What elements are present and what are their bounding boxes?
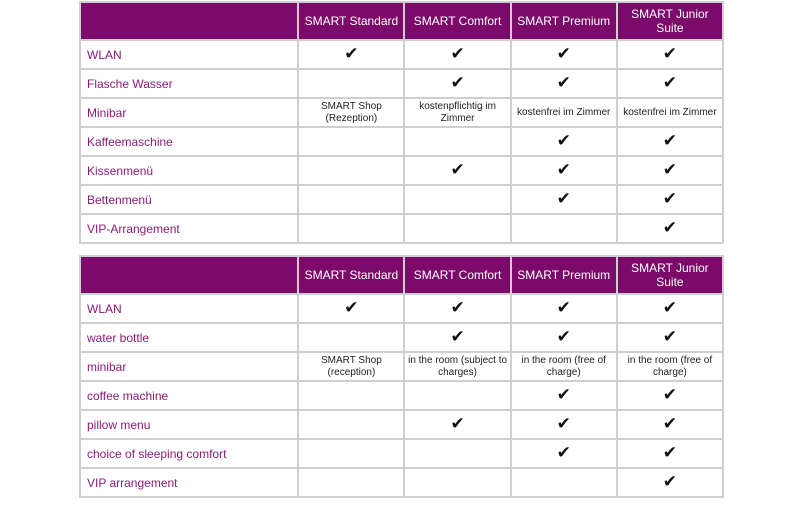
row-label: pillow menu <box>80 410 298 439</box>
checkmark-icon: ✔ <box>556 73 571 92</box>
table-row <box>80 468 723 497</box>
empty-cell <box>298 381 404 410</box>
table-row <box>80 214 723 243</box>
cell-text: in the room (subject to charges) <box>408 354 508 378</box>
header-corner-cell <box>80 2 298 40</box>
column-header-smart-standard: SMART Standard <box>298 2 404 40</box>
checkmark-cell <box>617 40 723 69</box>
checkmark-cell <box>298 294 404 323</box>
checkmark-icon: ✔ <box>662 218 678 237</box>
text-cell <box>617 98 723 127</box>
checkmark-cell <box>511 40 617 69</box>
checkmark-icon: ✔ <box>662 414 678 433</box>
checkmark-cell <box>511 127 617 156</box>
checkmark-cell <box>404 69 510 98</box>
empty-cell <box>511 468 617 497</box>
column-header-smart-premium: SMART Premium <box>511 256 617 294</box>
empty-cell <box>298 410 404 439</box>
empty-cell <box>298 156 404 185</box>
empty-cell <box>404 185 510 214</box>
checkmark-cell <box>404 40 510 69</box>
row-label: VIP-Arrangement <box>80 214 298 243</box>
checkmark-cell <box>617 294 723 323</box>
checkmark-cell <box>617 127 723 156</box>
checkmark-cell <box>511 381 617 410</box>
table-row <box>80 185 723 214</box>
text-cell <box>298 352 404 381</box>
checkmark-icon: ✔ <box>450 298 465 317</box>
empty-cell <box>404 127 510 156</box>
empty-cell <box>298 69 404 98</box>
checkmark-icon: ✔ <box>556 160 571 179</box>
table-row <box>80 127 723 156</box>
text-cell <box>511 352 617 381</box>
empty-cell <box>404 214 510 243</box>
checkmark-cell <box>511 410 617 439</box>
text-cell <box>404 352 510 381</box>
checkmark-icon: ✔ <box>450 414 465 433</box>
cell-text: kostenfrei im Zimmer <box>517 106 611 118</box>
cell-text: in the room (free of charge) <box>627 354 713 378</box>
checkmark-cell <box>511 185 617 214</box>
empty-cell <box>298 127 404 156</box>
table-body <box>80 40 723 243</box>
column-header-smart-comfort: SMART Comfort <box>404 256 510 294</box>
table-row <box>80 98 723 127</box>
checkmark-icon: ✔ <box>662 327 678 346</box>
row-label: Kaffeemaschine <box>80 127 298 156</box>
column-header-smart-comfort: SMART Comfort <box>404 2 510 40</box>
table-row <box>80 439 723 468</box>
text-cell <box>298 98 404 127</box>
column-header-smart-standard: SMART Standard <box>298 256 404 294</box>
row-label: minibar <box>80 352 298 381</box>
row-label: Bettenmenü <box>80 185 298 214</box>
table-header-row <box>80 256 723 294</box>
checkmark-icon: ✔ <box>662 385 678 404</box>
cell-text: SMART Shop (reception) <box>321 354 382 378</box>
checkmark-cell <box>617 214 723 243</box>
column-header-smart-premium: SMART Premium <box>511 2 617 40</box>
table-row <box>80 352 723 381</box>
checkmark-cell <box>404 156 510 185</box>
checkmark-cell <box>617 69 723 98</box>
empty-cell <box>298 323 404 352</box>
empty-cell <box>298 185 404 214</box>
checkmark-icon: ✔ <box>556 44 571 63</box>
checkmark-cell <box>617 439 723 468</box>
checkmark-icon: ✔ <box>556 327 571 346</box>
checkmark-icon: ✔ <box>556 443 571 462</box>
row-label: Flasche Wasser <box>80 69 298 98</box>
checkmark-cell <box>511 69 617 98</box>
empty-cell <box>298 214 404 243</box>
empty-cell <box>404 468 510 497</box>
checkmark-icon: ✔ <box>450 327 465 346</box>
table-row <box>80 381 723 410</box>
text-cell <box>617 352 723 381</box>
row-label: WLAN <box>80 40 298 69</box>
checkmark-icon: ✔ <box>662 44 678 63</box>
checkmark-cell <box>404 323 510 352</box>
row-label: coffee machine <box>80 381 298 410</box>
text-cell <box>404 98 510 127</box>
checkmark-cell <box>617 468 723 497</box>
table-body <box>80 294 723 497</box>
checkmark-cell <box>617 410 723 439</box>
table-row <box>80 69 723 98</box>
row-label: Kissenmenü <box>80 156 298 185</box>
row-label: water bottle <box>80 323 298 352</box>
row-label: choice of sleeping comfort <box>80 439 298 468</box>
checkmark-cell <box>617 381 723 410</box>
checkmark-icon: ✔ <box>450 160 465 179</box>
empty-cell <box>298 468 404 497</box>
checkmark-icon: ✔ <box>344 44 359 63</box>
checkmark-cell <box>617 185 723 214</box>
checkmark-cell <box>511 156 617 185</box>
checkmark-icon: ✔ <box>556 131 571 150</box>
checkmark-cell <box>511 294 617 323</box>
empty-cell <box>298 439 404 468</box>
table-row <box>80 323 723 352</box>
checkmark-icon: ✔ <box>662 472 678 491</box>
table-header-row <box>80 2 723 40</box>
checkmark-icon: ✔ <box>662 443 678 462</box>
row-label: WLAN <box>80 294 298 323</box>
checkmark-cell <box>617 156 723 185</box>
text-cell <box>511 98 617 127</box>
checkmark-cell <box>404 294 510 323</box>
checkmark-cell <box>298 40 404 69</box>
checkmark-icon: ✔ <box>662 73 678 92</box>
empty-cell <box>404 439 510 468</box>
checkmark-icon: ✔ <box>450 73 465 92</box>
checkmark-icon: ✔ <box>662 131 678 150</box>
cell-text: kostenpflichtig im Zimmer <box>419 100 496 124</box>
checkmark-icon: ✔ <box>556 298 571 317</box>
empty-cell <box>404 381 510 410</box>
cell-text: in the room (free of charge) <box>521 354 606 378</box>
checkmark-cell <box>617 323 723 352</box>
table-row <box>80 294 723 323</box>
table-row <box>80 410 723 439</box>
checkmark-icon: ✔ <box>450 44 465 63</box>
table-row <box>80 156 723 185</box>
checkmark-icon: ✔ <box>662 298 678 317</box>
checkmark-icon: ✔ <box>556 189 571 208</box>
comparison-table-english <box>79 255 724 498</box>
checkmark-icon: ✔ <box>662 160 678 179</box>
checkmark-icon: ✔ <box>662 189 678 208</box>
row-label: VIP arrangement <box>80 468 298 497</box>
checkmark-icon: ✔ <box>556 414 571 433</box>
header-corner-cell <box>80 256 298 294</box>
table-row <box>80 40 723 69</box>
row-label: Minibar <box>80 98 298 127</box>
empty-cell <box>511 214 617 243</box>
checkmark-cell <box>511 439 617 468</box>
comparison-table-german <box>79 1 724 244</box>
cell-text: SMART Shop (Rezeption) <box>321 100 382 124</box>
checkmark-cell <box>404 410 510 439</box>
checkmark-cell <box>511 323 617 352</box>
column-header-smart-junior-suite: SMART Junior Suite <box>617 256 723 294</box>
column-header-smart-junior-suite: SMART Junior Suite <box>617 2 723 40</box>
checkmark-icon: ✔ <box>556 385 571 404</box>
cell-text: kostenfrei im Zimmer <box>623 106 717 118</box>
checkmark-icon: ✔ <box>344 298 359 317</box>
